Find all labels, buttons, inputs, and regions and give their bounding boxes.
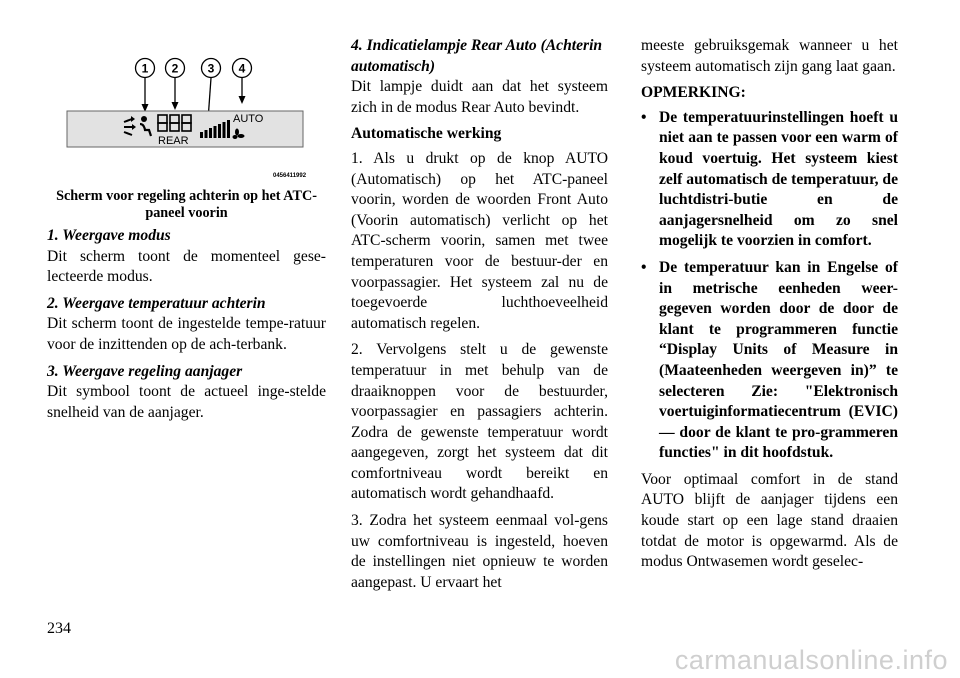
item-4-heading: 4. Indicatielampje Rear Auto (Achterin automatisch) bbox=[351, 37, 603, 75]
page-number: 234 bbox=[47, 620, 71, 637]
bullet-icon: • bbox=[641, 108, 647, 126]
svg-text:1: 1 bbox=[141, 61, 149, 76]
callout-4 bbox=[233, 59, 252, 105]
callout-2 bbox=[166, 59, 185, 111]
auto-indicator: AUTO bbox=[233, 113, 264, 125]
note-item: • De temperatuur kan in Engelse of in metrische eenheden weer-gegeven worden door de door de klant te programmeren functie “Display Units of Measure in (Maateenheden weergeven in)” te selecteren Zie: "Elektronisch voertuiginformatiecentrum (EVIC) — door de klant te pro-grammeren functies" in dit hoofdstuk. bbox=[641, 258, 898, 462]
svg-text:4: 4 bbox=[238, 61, 246, 76]
note-heading: OPMERKING: bbox=[641, 84, 746, 102]
svg-text:3: 3 bbox=[207, 61, 215, 76]
watermark: carmanualsonline.info bbox=[674, 645, 948, 675]
figure-code: 0456411992 bbox=[273, 173, 307, 179]
rear-climate-display-illustration bbox=[47, 36, 326, 188]
rear-label: REAR bbox=[158, 135, 189, 147]
item-1-heading: 1. Weergave modus bbox=[47, 227, 171, 244]
callout-1 bbox=[136, 59, 155, 113]
column-left bbox=[47, 36, 326, 429]
note-item: • De temperatuurinstellingen hoeft u niet aan te passen voor een warm of koud voertuig. Het systeem kiest zelf automatisch de temperatuur, de luchtdistri-butie en de aanjagersnelheid om zo snel mogelijk te voorzien in comfort. bbox=[641, 108, 898, 250]
rear-display-figure bbox=[47, 36, 326, 188]
item-4-text: Dit lampje duidt aan dat het systeem zich in de modus Rear Auto bevindt. bbox=[351, 78, 608, 116]
item-1-text: Dit scherm toont de momenteel gese-lecteerde modus. bbox=[47, 247, 326, 286]
step-3-text: 3. Zodra het systeem eenmaal vol-gens uw comfortniveau is ingesteld, hoeven de instellingen niet opnieuw te worden aangepast. U ervaart het bbox=[351, 512, 608, 591]
continued-text: meeste gebruiksgemak wanneer u het systeem automatisch zijn gang laat gaan. bbox=[641, 37, 898, 75]
item-3-heading: 3. Weergave regeling aanjager bbox=[47, 362, 243, 380]
item-2-heading: 2. Weergave temperatuur achterin bbox=[47, 294, 266, 312]
automatic-operation-heading: Automatische werking bbox=[351, 125, 502, 143]
figure-caption: Scherm voor regeling achterin op het ATC-paneel voorin bbox=[56, 188, 317, 221]
bullet-icon: • bbox=[641, 258, 647, 276]
item-2-text: Dit scherm toont de ingestelde tempe-ratuur voor de inzittenden op de ach-terbank. bbox=[47, 315, 326, 353]
step-2-text: 2. Vervolgens stelt u de gewenste temperatuur in met behulp van de draaiknoppen voor de bestuurder, voorpassagier en passagiers achterin. Zodra de gewenste temperatuur wordt aangegeven, zorgt het systeem dat dit comfortniveau wordt bereikt en automatisch wordt gehandhaafd. bbox=[351, 341, 608, 503]
svg-text:2: 2 bbox=[171, 61, 179, 76]
step-1-text: 1. Als u drukt op de knop AUTO (Automatisch) op het ATC-paneel voorin, worden de woorden Front Auto (Voorin automatisch) verlicht op het ATC-scherm voorin, samen met twee temperaturen voor de bestuur-der en voorpassagier. Het systeem zal nu de toegevoerde luchthoeveelheid automatisch regelen. bbox=[351, 149, 608, 332]
note-list bbox=[641, 108, 898, 464]
column-middle bbox=[351, 36, 608, 599]
item-3-text: Dit symbool toont de actueel inge-stelde snelheid van de aanjager. bbox=[47, 383, 326, 421]
comfort-text: Voor optimaal comfort in de stand AUTO blijft de aanjager tijdens een koude start op een lage stand draaien totdat de motor is opgewarmd. Als de modus Ontwasemen wordt geselec- bbox=[641, 470, 898, 571]
column-right bbox=[641, 36, 898, 579]
